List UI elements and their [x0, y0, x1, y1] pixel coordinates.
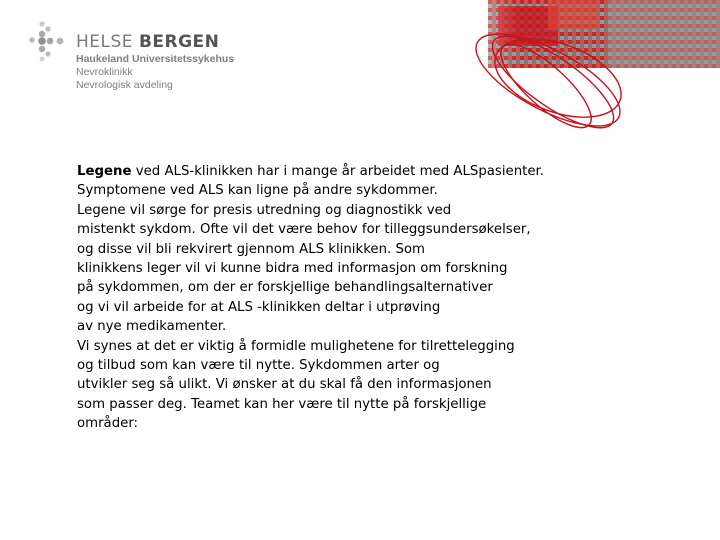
organization-info — [76, 53, 234, 92]
text-line: på sykdommen, om der er forskjellige behandlingsalternativer — [77, 280, 493, 296]
text-line: og tilbud som kan være til nytte. Sykdommen arter og — [77, 358, 440, 374]
text-line: Symptomene ved ALS kan ligne på andre sykdommer. — [77, 183, 438, 199]
als-clinic-description — [77, 162, 637, 434]
text-line: av nye medikamenter. — [77, 319, 227, 335]
text-line: utvikler seg så ulikt. Vi ønsker at du skal få den informasjonen — [77, 377, 492, 393]
brand-primary: HELSE — [76, 32, 134, 52]
lead-word: Legene — [77, 164, 132, 179]
text-line: mistenkt sykdom. Ofte vil det være behov for tilleggsundersøkelser, — [77, 222, 531, 238]
text-line: Legene vil sørge for presis utredning og diagnostikk ved — [77, 202, 452, 218]
department-name: Nevrologisk avdeling — [76, 79, 173, 91]
text-line: Vi synes at det er viktig å formidle mulighetene for tilrettelegging — [77, 338, 515, 354]
text-line-1 — [77, 162, 637, 181]
text-line: og vi vil arbeide for at ALS -klinikken deltar i utprøving — [77, 299, 441, 315]
text-line: og disse vil bli rekvirert gjennom ALS klinikken. Som — [77, 241, 426, 257]
brand-name — [76, 32, 219, 52]
helse-bergen-logo-icon — [28, 20, 72, 64]
hospital-name: Haukeland Universitetssykehus — [76, 53, 235, 65]
text-line: som passer deg. Teamet kan her være til nytte på forskjellige — [77, 396, 487, 412]
lead-line-rest: ved ALS-klinikken har i mange år arbeidet med ALSpasienter. — [131, 164, 545, 179]
red-mosaic-swirl-graphic-icon — [408, 0, 720, 160]
text-line: klinikkens leger vil vi kunne bidra med informasjon om forskning — [77, 261, 508, 277]
brand-secondary: BERGEN — [138, 32, 220, 52]
text-line: områder: — [77, 416, 139, 432]
clinic-name: Nevroklinikk — [76, 66, 133, 78]
